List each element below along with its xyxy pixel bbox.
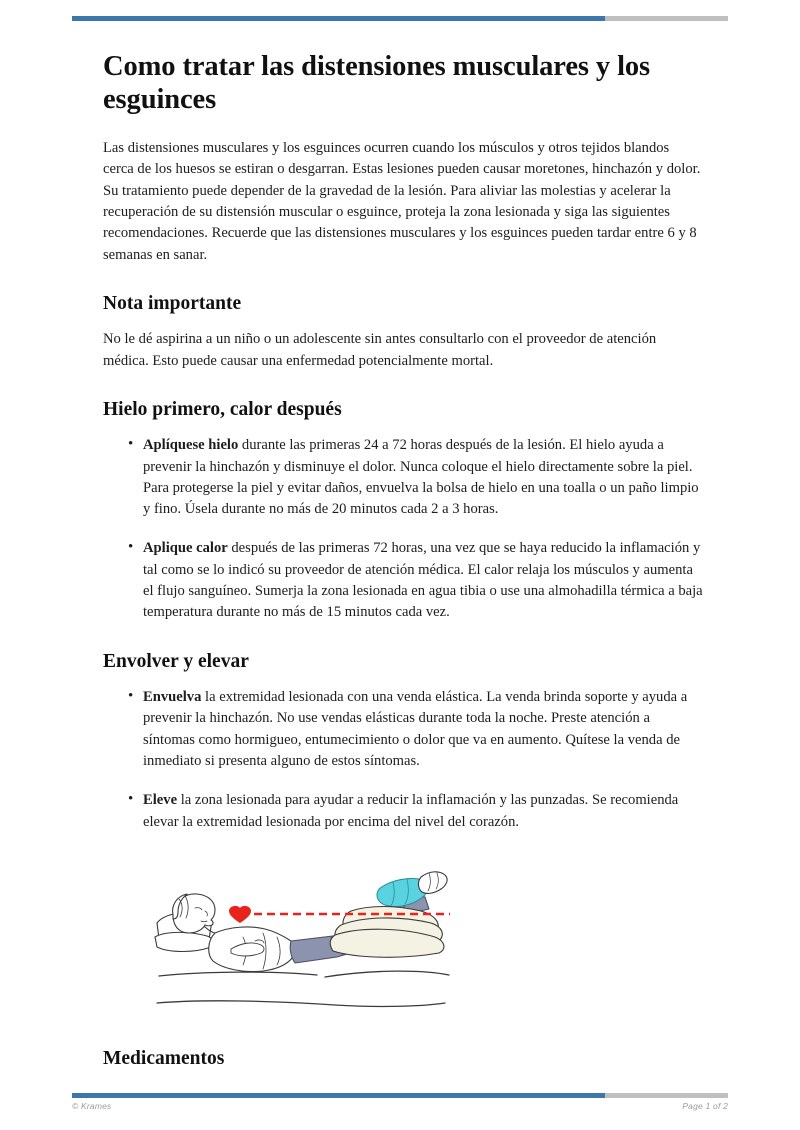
list-item <box>103 687 703 772</box>
intro-paragraph: Las distensiones musculares y los esguinces ocurren cuando los músculos y otros tejidos blandos cerca de los huesos se estiran o desgarran. Estas lesiones pueden causar moretones, hinchazón y dolor. Su tratamiento puede depender de la gravedad de la lesión. Para aliviar las molestias y acelerar la recuperación de su distensión muscular o esguince, proteja la zona lesionada y siga las siguientes recomendaciones. Recuerde que las distensiones musculares y los esguinces pueden tardar entre 6 y 8 semanas en sanar. <box>103 140 701 263</box>
page-title: Como tratar las distensiones musculares y los esguinces <box>103 51 651 116</box>
list-item-lead: Envuelva <box>143 689 202 706</box>
list-item-lead: Aplique calor <box>143 540 228 557</box>
list-item-lead: Eleve <box>143 792 178 809</box>
list-item-text: durante las primeras 24 a 72 horas después de la lesión. El hielo ayuda a prevenir la hinchazón y disminuye el dolor. Nunca coloque el hielo directamente sobre la piel. Para protegerse la piel y evitar daños, envuelva la bolsa de hielo en una toalla o un paño limpio y fino. Úsela durante no más de 20 minutos cada 2 a 3 horas. <box>143 437 699 518</box>
page-footer <box>72 1101 728 1111</box>
nota-importante-text: No le dé aspirina a un niño o un adolescente sin antes consultarlo con el proveedor de atención médica. Esto puede causar una enfermedad potencialmente mortal. <box>103 331 657 369</box>
section-heading-nota-importante: Nota importante <box>103 292 242 314</box>
footer-rule-blue-segment <box>72 1093 605 1098</box>
list-item <box>103 538 703 623</box>
list-item-text: la extremidad lesionada con una venda elástica. La venda brinda soporte y ayuda a prevenir la hinchazón. No use vendas elásticas durante toda la noche. Preste atención a síntomas como hormigueo, entumecimiento o dolor que va en aumento. Quítese la venda de inmediato si presenta alguno de estos síntomas. <box>143 689 688 769</box>
list-item <box>103 435 703 520</box>
list-item-lead: Aplíquese hielo <box>143 437 239 454</box>
header-rule <box>72 16 728 21</box>
header-rule-blue-segment <box>72 16 605 21</box>
hielo-bullet-list <box>103 435 703 623</box>
list-item <box>103 790 703 833</box>
section-heading-hielo-calor: Hielo primero, calor después <box>103 398 342 420</box>
list-item-text: después de las primeras 72 horas, una vez que se haya reducido la inflamación y tal como se lo indicó su proveedor de atención médica. El calor relaja los músculos y aumenta el flujo sanguíneo. Sumerja la zona lesionada en agua tibia o use una almohadilla térmica a baja temperatura durante no más de 15 minutos cada vez. <box>143 540 703 621</box>
footer-copyright: © Krames <box>72 1101 112 1111</box>
document-content <box>103 50 703 1084</box>
list-item-text: la zona lesionada para ayudar a reducir la inflamación y las punzadas. Se recomienda elevar la extremidad lesionada por encima del nivel del corazón. <box>143 792 679 830</box>
section-heading-envolver-elevar: Envolver y elevar <box>103 650 249 672</box>
illustration-person-elevated-leg <box>145 871 475 1011</box>
section-heading-medicamentos: Medicamentos <box>103 1047 225 1069</box>
footer-rule <box>72 1093 728 1098</box>
footer-rule-grey-segment <box>605 1093 728 1098</box>
footer-page-number: Page 1 of 2 <box>682 1101 728 1111</box>
envolver-bullet-list <box>103 687 703 833</box>
header-rule-grey-segment <box>605 16 728 21</box>
